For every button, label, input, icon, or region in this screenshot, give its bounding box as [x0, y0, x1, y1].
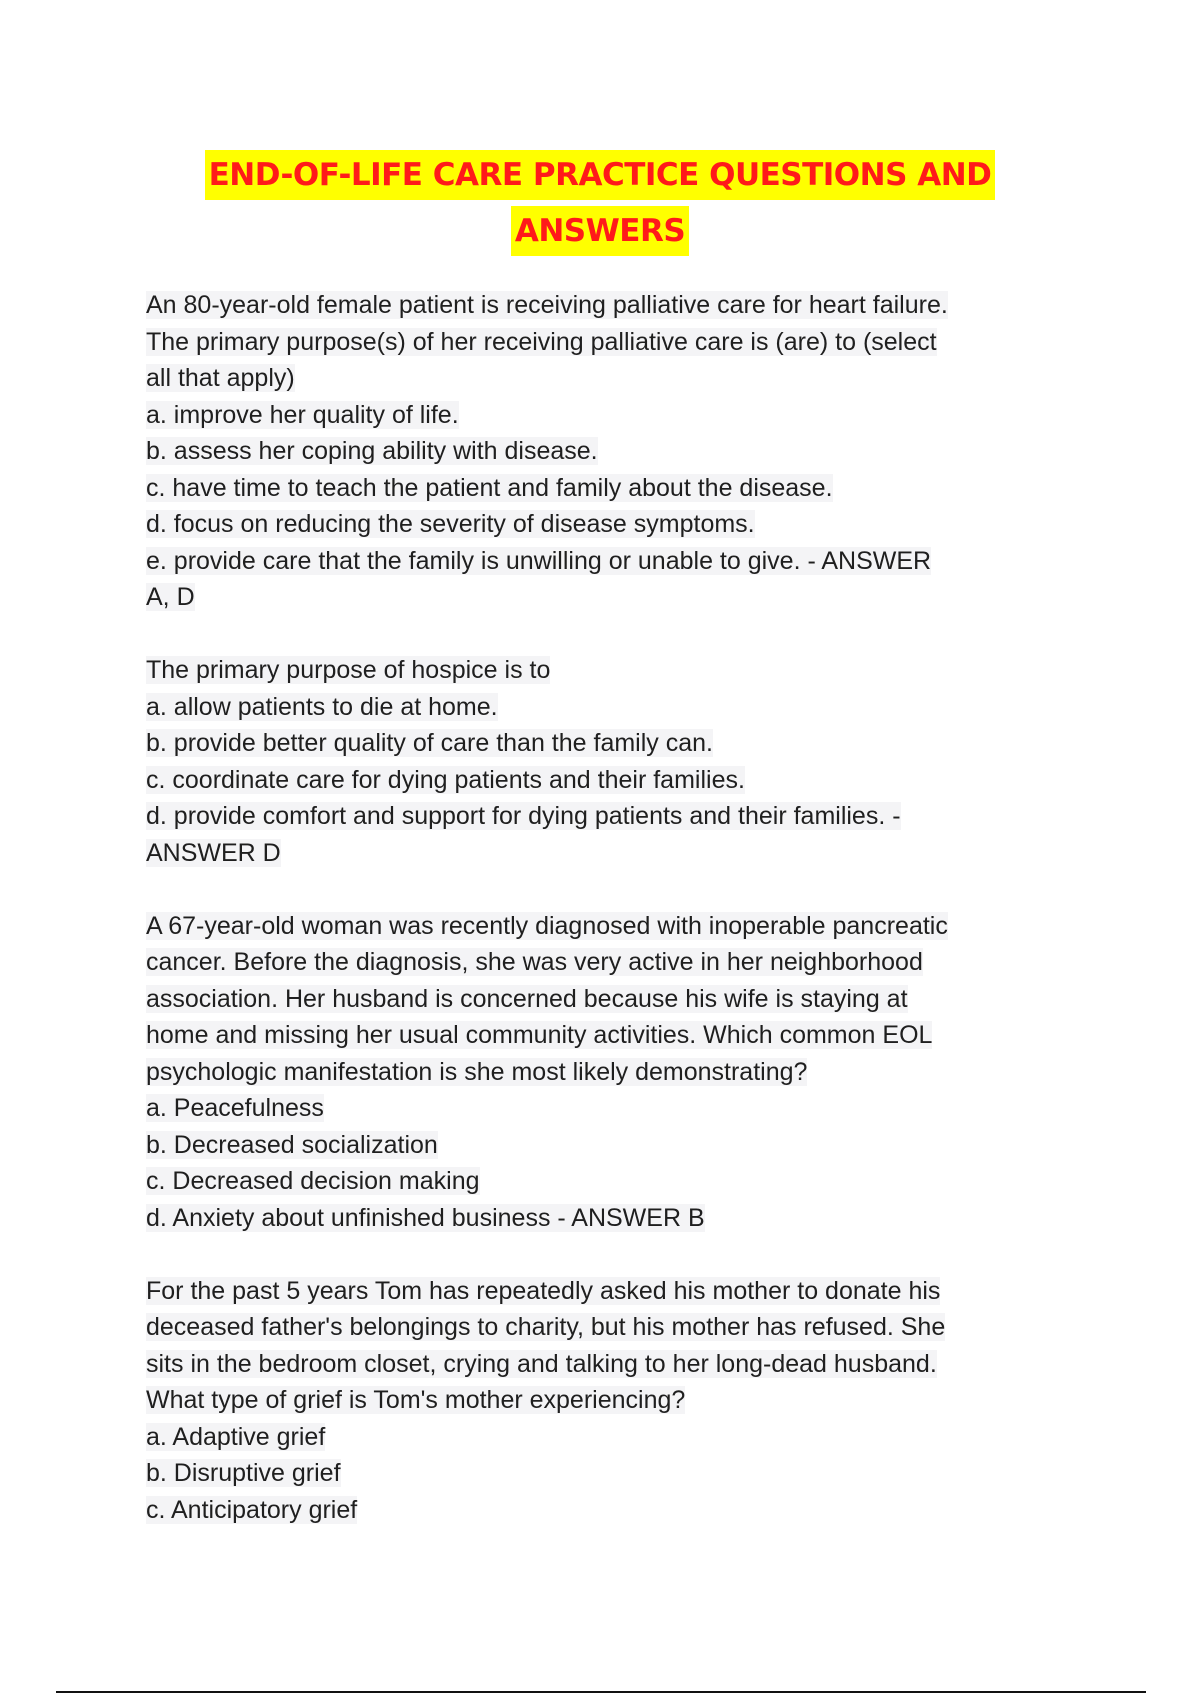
- question-line: association. Her husband is concerned because his wife is staying at: [146, 984, 908, 1013]
- answer-option: b. Disruptive grief: [146, 1459, 341, 1487]
- question-4: [146, 1273, 1066, 1529]
- title-line-1: END-OF-LIFE CARE PRACTICE QUESTIONS AND: [205, 150, 996, 200]
- answer-key: A, D: [146, 583, 195, 611]
- answer-option: e. provide care that the family is unwilling or unable to give. - ANSWER: [146, 546, 932, 575]
- question-line: psychologic manifestation is she most likely demonstrating?: [146, 1057, 808, 1086]
- answer-option: b. Decreased socialization: [146, 1130, 438, 1159]
- answer-option: a. Peacefulness: [146, 1094, 324, 1122]
- answer-key: ANSWER D: [146, 838, 281, 867]
- document-title: [0, 150, 1200, 262]
- question-line: sits in the bedroom closet, crying and talking to her long-dead husband.: [146, 1349, 937, 1378]
- answer-option: b. assess her coping ability with disease.: [146, 437, 598, 465]
- title-line-2: ANSWERS: [511, 206, 689, 256]
- question-line: An 80-year-old female patient is receiving palliative care for heart failure.: [146, 291, 948, 319]
- question-line: all that apply): [146, 364, 295, 392]
- answer-option: a. Adaptive grief: [146, 1422, 326, 1451]
- question-line: For the past 5 years Tom has repeatedly asked his mother to donate his: [146, 1276, 941, 1305]
- question-3: [146, 908, 1066, 1237]
- answer-option: a. improve her quality of life.: [146, 400, 459, 429]
- footer-divider: [56, 1691, 1146, 1693]
- question-line: The primary purpose of hospice is to: [146, 656, 551, 684]
- question-line: The primary purpose(s) of her receiving palliative care is (are) to (select: [146, 327, 937, 356]
- question-line: A 67-year-old woman was recently diagnosed with inoperable pancreatic: [146, 911, 948, 940]
- question-line: deceased father's belongings to charity, but his mother has refused. She: [146, 1313, 946, 1341]
- answer-option: c. Anticipatory grief: [146, 1495, 358, 1524]
- question-line: home and missing her usual community activities. Which common EOL: [146, 1021, 933, 1049]
- questions-list: [146, 287, 1066, 1565]
- question-line: What type of grief is Tom's mother experiencing?: [146, 1386, 686, 1414]
- answer-option: c. coordinate care for dying patients and their families.: [146, 765, 745, 794]
- question-2: [146, 652, 1066, 871]
- answer-option: d. provide comfort and support for dying patients and their families. -: [146, 802, 901, 830]
- question-line: cancer. Before the diagnosis, she was very active in her neighborhood: [146, 948, 923, 976]
- answer-option: d. Anxiety about unfinished business - ANSWER B: [146, 1203, 705, 1232]
- answer-option: b. provide better quality of care than the family can.: [146, 729, 713, 757]
- answer-option: a. allow patients to die at home.: [146, 692, 498, 721]
- question-1: [146, 287, 1066, 616]
- answer-option: c. have time to teach the patient and family about the disease.: [146, 473, 833, 502]
- answer-option: c. Decreased decision making: [146, 1167, 480, 1195]
- answer-option: d. focus on reducing the severity of disease symptoms.: [146, 510, 755, 538]
